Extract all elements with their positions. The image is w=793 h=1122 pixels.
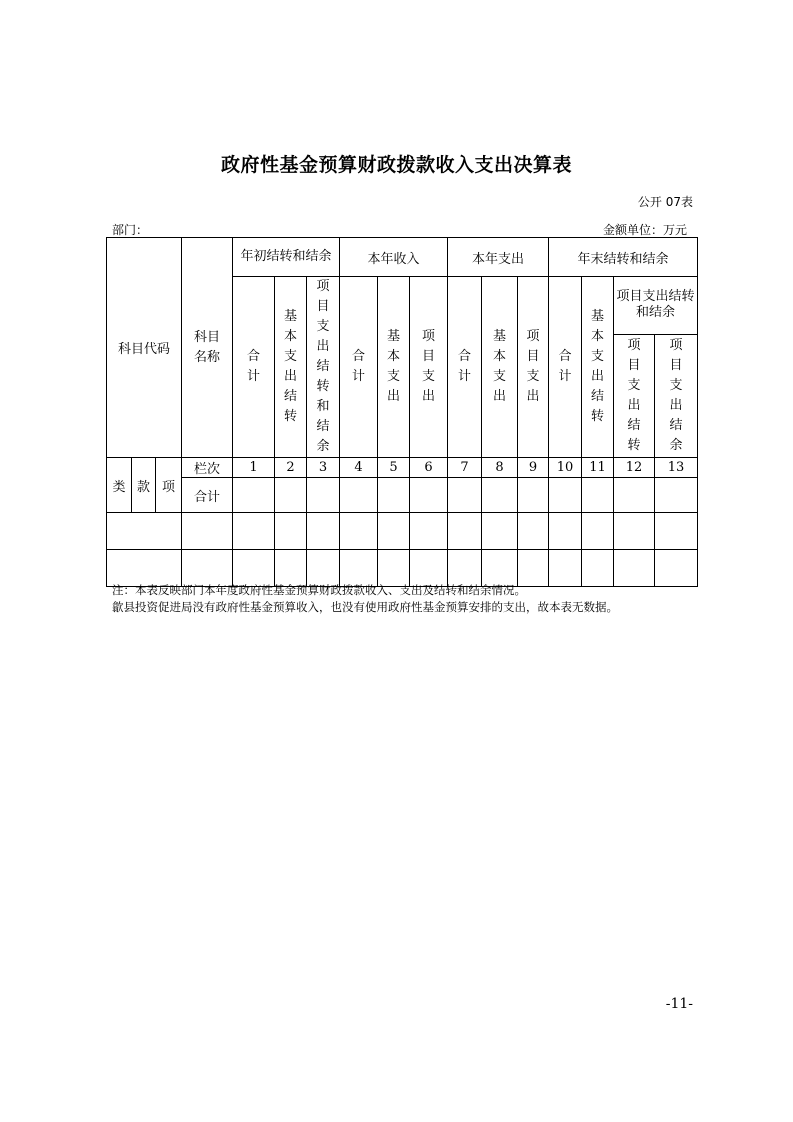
table-cell [549,550,582,587]
table-cell [307,478,340,513]
table-cell [378,513,410,550]
table-cell [614,550,655,587]
column-number: 6 [410,458,448,478]
table-cell [107,513,182,550]
amount-unit-label: 金额单位：万元 [602,223,687,237]
expense-total-header: 合计 [448,277,482,458]
column-number: 5 [378,458,410,478]
table-cell [275,550,307,587]
table-cell [582,478,614,513]
column-number: 4 [340,458,378,478]
expense-project-header: 项目支出 [518,277,549,458]
table-cell [307,550,340,587]
table-cell [614,513,655,550]
begin-project-carry-header: 项目支出结转和结余 [307,277,340,458]
row-index-label: 栏次 [182,458,233,478]
table-cell [614,478,655,513]
table-cell [518,513,549,550]
end-project-carry-header: 项目支出结转 [614,334,655,457]
column-number: 13 [655,458,698,478]
column-number: 3 [307,458,340,478]
column-number: 8 [482,458,518,478]
table-cell [482,478,518,513]
column-number: 1 [233,458,275,478]
table-cell [448,478,482,513]
end-balance-header: 年末结转和结余 [549,238,698,277]
table-cell [549,513,582,550]
table-cell [233,513,275,550]
note-line-2: 歙县投资促进局没有政府性基金预算收入，也没有使用政府性基金预算安排的支出，故本表无数据。 [112,600,618,614]
table-cell [518,550,549,587]
income-project-header: 项目支出 [410,277,448,458]
table-cell [410,478,448,513]
table-cell [340,478,378,513]
table-cell [107,550,182,587]
column-number: 9 [518,458,549,478]
note-line-1: 注：本表反映部门本年度政府性基金预算财政拨款收入、支出及结转和结余情况。 [112,583,526,597]
subject-name-header: 科目名称 [182,238,233,458]
form-number: 公开 07表 [637,195,693,209]
table-cell [340,513,378,550]
page-title: 政府性基金预算财政拨款收入支出决算表 [220,154,572,176]
budget-table [106,237,698,587]
column-number: 11 [582,458,614,478]
annual-expense-header: 本年支出 [448,238,549,277]
table-cell [307,513,340,550]
subject-code-header: 科目代码 [107,238,182,458]
table-cell [482,550,518,587]
table-cell [233,478,275,513]
department-label: 部门： [112,223,149,237]
end-total-header: 合计 [549,277,582,458]
table-cell [182,513,233,550]
table-cell [655,478,698,513]
income-basic-header: 基本支出 [378,277,410,458]
column-number: 10 [549,458,582,478]
end-project-balance-header: 项目支出结余 [655,334,698,457]
table-cell [448,550,482,587]
code-xiang-header: 项 [156,458,182,513]
code-kuan-header: 款 [132,458,156,513]
table-row [107,513,698,550]
table-cell [275,478,307,513]
begin-total-header: 合计 [233,277,275,458]
table-cell [378,478,410,513]
table-cell [340,550,378,587]
begin-balance-header: 年初结转和结余 [233,238,340,277]
table-cell [182,550,233,587]
end-project-carry-balance-header: 项目支出结转和结余 [614,277,698,335]
column-number: 2 [275,458,307,478]
table-cell [410,513,448,550]
table-cell [549,478,582,513]
table-cell [378,550,410,587]
begin-basic-carry-header: 基本支出结转 [275,277,307,458]
table-cell [448,513,482,550]
expense-basic-header: 基本支出 [482,277,518,458]
table-cell [582,513,614,550]
table-cell [233,550,275,587]
table-row [107,550,698,587]
total-row-label: 合计 [182,478,233,513]
table-notes [112,582,618,616]
table-cell [655,513,698,550]
table-cell [582,550,614,587]
table-cell [518,478,549,513]
table-cell [410,550,448,587]
page-number: -11- [665,996,693,1012]
column-number: 12 [614,458,655,478]
code-lei-header: 类 [107,458,132,513]
annual-income-header: 本年收入 [340,238,448,277]
end-basic-carry-header: 基本支出结转 [582,277,614,458]
income-total-header: 合计 [340,277,378,458]
table-cell [655,550,698,587]
table-cell [275,513,307,550]
table-cell [482,513,518,550]
column-number: 7 [448,458,482,478]
